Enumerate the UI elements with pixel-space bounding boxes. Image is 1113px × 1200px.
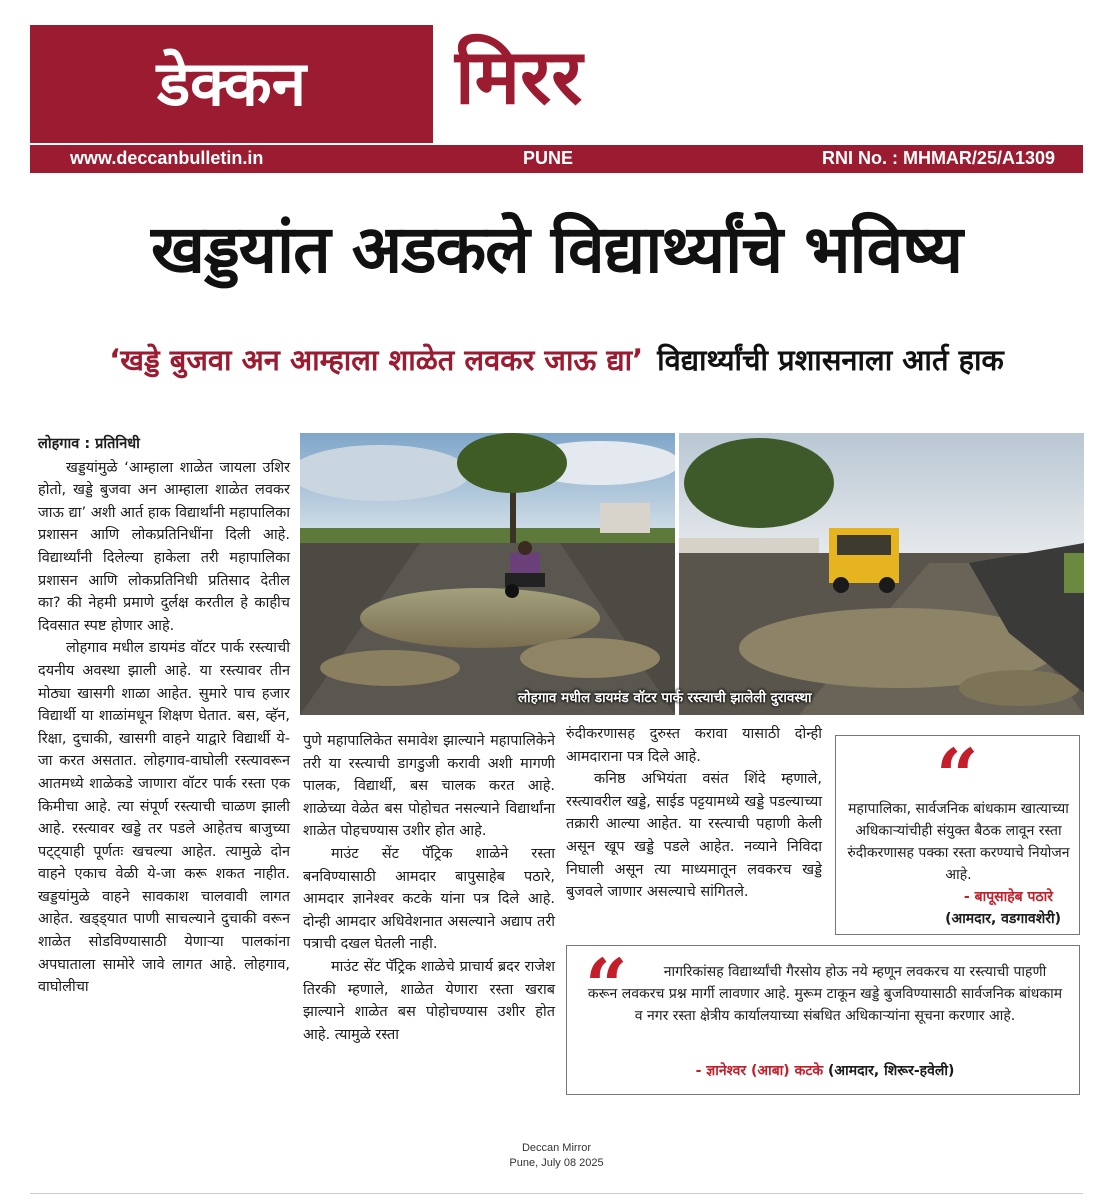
article-paragraph: माउंट सेंट पॅट्रिक शाळेचे प्राचार्य ब्रदर राजेश तिरकी म्हणाले, शाळेत येणारा रस्ता खराब झाल्याने शाळेत बस पोहोचण्यास उशीर होत आहे. त्यामुळे रस्ता	[303, 958, 555, 1043]
article-paragraph: पुणे महापालिकेत समावेश झाल्याने महापालिकेने तरी या रस्त्याची डागडुजी करावी अशी मागणी पालक, विद्यार्थी, बस चालक करत आहे. शाळेच्या वेळेत बस पोहोचत नसल्याने विद्यार्थांना शाळेत पोहचण्यास उशीर होत आहे.	[303, 733, 555, 840]
article-paragraph: कनिष्ठ अभियंता वसंत शिंदे म्हणाले, रस्त्यावरील खड्डे, साईड पट्टयामध्ये खड्डे पडल्याच्या तक्रारी आल्या आहेत. या रस्त्याची पहाणी केली असून खूप खड्डे पडले आहेत. नव्याने निविदा निघाली असून त्या माध्यमातून लवकरच खड्डे बुजवले जाणार असल्याचे सांगितले.	[566, 771, 822, 901]
masthead-word-mirror: मिरर	[455, 32, 583, 121]
quote-author-line	[587, 1061, 1063, 1080]
quote-mark-icon: “	[936, 734, 979, 820]
headline: खड्डयांत अडकले विद्यार्थ्यांचे भविष्य	[151, 211, 962, 288]
photo-caption: लोहगाव मधील डायमंड वॉटर पार्क रस्त्याची झालेली दुरावस्था	[518, 690, 812, 706]
article-paragraph: लोहगाव मधील डायमंड वॉटर पार्क रस्त्याची दयनीय अवस्था झाली आहे. या रस्त्यावर तीन मोठ्या खासगी शाळा आहेत. सुमारे पाच हजार विद्यार्थी या शाळांमधून शिक्षण घेतात. बस, व्हॅन, रिक्षा, दुचाकी, खासगी वाहने याद्वारे विद्यार्थी ये-जा करत असतात. लोहगाव-वाघोली रस्त्यावरून आतमध्ये शाळेकडे जाणारा वॉटर पार्क रस्ता एक किमीचा आहे. त्या संपूर्ण रस्त्याची चाळण झाली आहे. रस्त्यावर खड्डे तर पडले आहेतच बाजुच्या पट्ट्याही पूर्णतः खचल्या आहेत. त्यामुळे दोन वाहने एकाच वेळी ये-जा करू शकत नाहीत. खड्डयांमुळे वाहने सावकाश चालवावी लागत आहेत. खड्ड्यात पाणी साचल्याने दुचाकी वरून शाळेत सोडविण्यासाठी येणाऱ्या पालकांना अपघाताला सामोरे जावे लागत आहे. लोहगाव, वाघोलीचा	[38, 640, 290, 996]
subhead-rest: विद्यार्थ्यांची प्रशासनाला आर्त हाक	[657, 343, 1004, 377]
article-paragraph: खड्डयांमुळे ‘आम्हाला शाळेत जायला उशिर होतो, खड्डे बुजवा अन आम्हाला शाळेत लवकर जाऊ द्या’ अशी आर्त हाक विद्यार्थांनी महापालिका प्रशासन आणि लोकप्रतिनिधींना दिली आहे. विद्यार्थ्यांनी दिलेल्या हाकेला तरी महापालिका प्रशासन आणि लोकप्रतिनिधी प्रतिसाद देतील का? की नेहमी प्रमाणे दुर्लक्ष करतील हे काहीच दिवसात स्पष्ट होणार आहे.	[38, 459, 290, 634]
quote-author-name: - बापूसाहेब पठारे	[963, 889, 1053, 905]
dateline: लोहगाव : प्रतिनिधी	[38, 436, 140, 452]
subheadline	[20, 340, 1093, 379]
rni-number: RNI No. : MHMAR/25/A1309	[821, 148, 1055, 168]
road-photo-school-bus	[679, 433, 1084, 715]
city-label: PUNE	[523, 148, 574, 168]
article-column-3	[566, 723, 822, 904]
quote-author-name: - ज्ञानेश्वर (आबा) कटके	[695, 1063, 824, 1079]
article-paragraph: माउंट सेंट पॅट्रिक शाळेने रस्ता बनविण्यासाठी आमदार बापुसाहेब पठारे, आमदार ज्ञानेश्वर कटके यांना पत्र दिले आहे. दोन्ही आमदार अधिवेशनात असल्याने अद्याप तरी पत्राची दखल घेतली नाही.	[303, 845, 555, 953]
quote-box-katke	[566, 945, 1080, 1095]
article-column-2	[303, 730, 555, 1046]
quote-text: नागरिकांसह विद्यार्थ्यांची गैरसोय होऊ नये म्हणून लवकरच या रस्त्याची पाहणी करून लवकरच प्रश्न मार्गी लावणार आहे. मुरूम टाकून खड्डे बुजविण्यासाठी सार्वजनिक बांधकाम व नगर रस्ता क्षेत्रीय कार्यालयाच्या संबधित अधिकाऱ्यांना सूचना करणार आहे.	[587, 964, 1063, 1024]
quote-author-role: (आमदार, वडगावशेरी)	[945, 911, 1061, 927]
quote-box-pathare	[835, 735, 1080, 935]
quote-text: महापालिका, सार्वजनिक बांधकाम खात्याच्या अधिकाऱ्यांचीही संयुक्त बैठक लावून रस्ता रुंदीकरणासह पक्का रस्ता करण्याचे नियोजन आहे.	[847, 801, 1070, 883]
article-column-1	[38, 433, 290, 999]
masthead-word-deccan: डेक्कन	[157, 47, 306, 120]
quote-mark-icon: “	[585, 944, 628, 1030]
footer-divider	[30, 1193, 1083, 1194]
subhead-quote: ‘खड्डे बुजवा अन आम्हाला शाळेत लवकर जाऊ द्या’	[109, 343, 644, 377]
road-photo-motorcycle	[300, 433, 675, 715]
info-bar	[30, 145, 1083, 173]
footer-date: Pune, July 08 2025	[509, 1157, 604, 1169]
footer-paper-name: Deccan Mirror	[521, 1142, 592, 1154]
website-url: www.deccanbulletin.in	[70, 148, 264, 168]
masthead-logo-block	[30, 25, 433, 143]
quote-author-role: (आमदार, शिरूर-हवेली)	[828, 1063, 955, 1079]
article-paragraph: रुंदीकरणासह दुरुस्त करावा यासाठी दोन्ही आमदाराना पत्र दिले आहे.	[566, 726, 822, 765]
